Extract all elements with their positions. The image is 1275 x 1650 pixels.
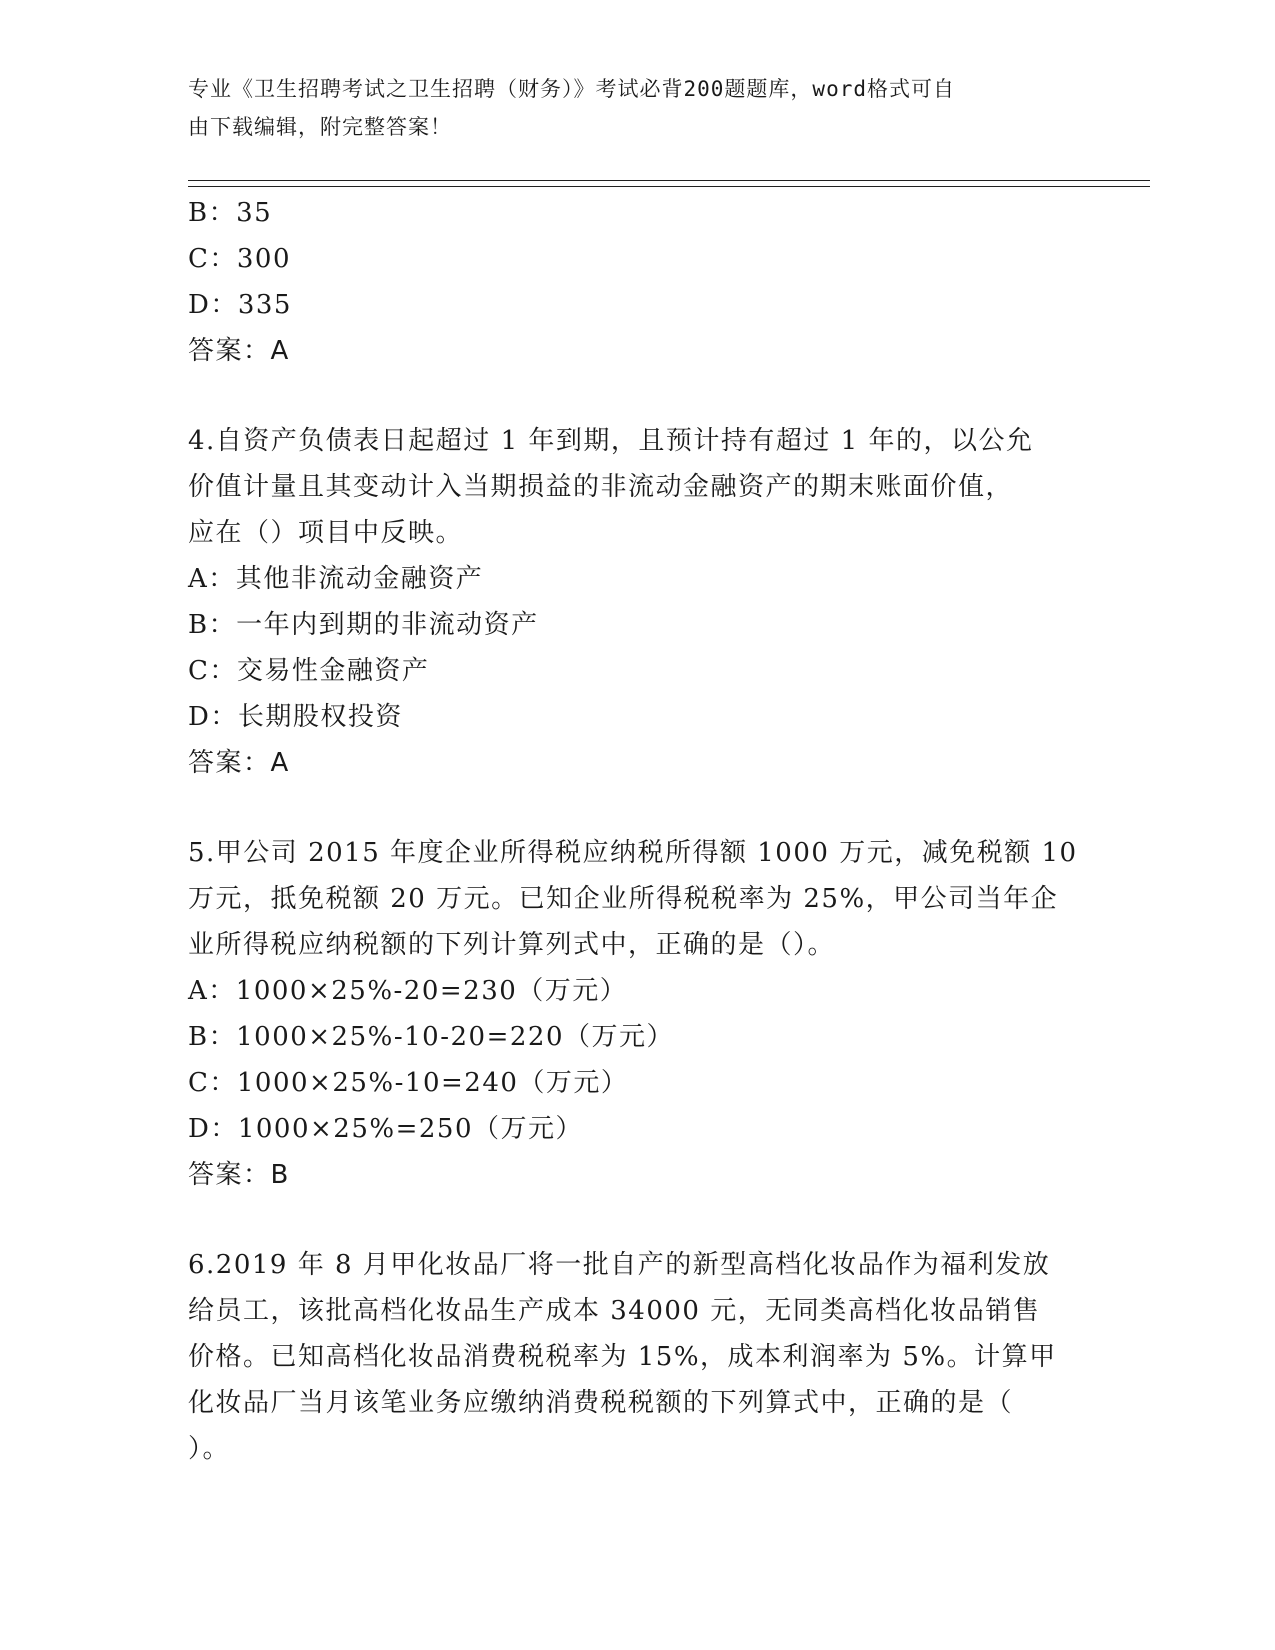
question-text-line: 价格。已知高档化妆品消费税税率为 15%，成本利润率为 5%。计算甲 [188, 1342, 1057, 1372]
question-text-line: 5.甲公司 2015 年度企业所得税应纳税所得额 1000 万元，减免税额 10 [188, 838, 1078, 868]
question-text-line: ）。 [188, 1434, 231, 1464]
answer-line: 答案：A [188, 748, 290, 778]
question-6 [188, 1242, 1068, 1472]
option-b: B：1000×25%-10-20=220（万元） [188, 1022, 674, 1052]
header-line-2: 由下载编辑，附完整答案！ [188, 115, 452, 139]
option-b: B：一年内到期的非流动资产 [188, 610, 539, 640]
option-c: C：交易性金融资产 [188, 656, 430, 686]
option-c: C：1000×25%-10=240（万元） [188, 1068, 629, 1098]
question-3 [188, 190, 1068, 374]
question-text [188, 830, 1078, 968]
question-text-line: 业所得税应纳税额的下列计算列式中，正确的是（）。 [188, 930, 836, 960]
question-text [188, 1242, 1068, 1472]
document-body [188, 190, 1078, 1472]
question-5 [188, 830, 1078, 1198]
header-line-1: 专业《卫生招聘考试之卫生招聘（财务）》考试必背200题题库，word格式可自 [188, 77, 955, 101]
option-d: D：长期股权投资 [188, 702, 403, 732]
option-d: D：1000×25%=250（万元） [188, 1114, 583, 1144]
question-text-line: 化妆品厂当月该笔业务应缴纳消费税税额的下列算式中，正确的是（ [188, 1388, 1014, 1418]
answer-line: 答案：B [188, 1160, 290, 1190]
question-text-line: 价值计量且其变动计入当期损益的非流动金融资产的期末账面价值， [188, 472, 1014, 502]
option-a: A：1000×25%-20=230（万元） [188, 976, 628, 1006]
question-text-line: 应在（）项目中反映。 [188, 518, 464, 548]
option-b: B：35 [188, 198, 273, 228]
option-d: D：335 [188, 290, 292, 320]
document-header [188, 70, 1068, 146]
option-a: A：其他非流动金融资产 [188, 564, 484, 594]
question-text-line: 6.2019 年 8 月甲化妆品厂将一批自产的新型高档化妆品作为福利发放 [188, 1250, 1051, 1280]
question-text-line: 4.自资产负债表日起超过 1 年到期，且预计持有超过 1 年的，以公允 [188, 426, 1034, 456]
header-divider-top [188, 180, 1150, 181]
question-4 [188, 418, 1068, 786]
question-text-line: 万元，抵免税额 20 万元。已知企业所得税税率为 25%，甲公司当年企 [188, 884, 1059, 914]
answer-line: 答案：A [188, 336, 290, 366]
option-c: C：300 [188, 244, 292, 274]
question-text [188, 418, 1068, 556]
header-divider-bottom [188, 186, 1150, 187]
question-text-line: 给员工，该批高档化妆品生产成本 34000 元，无同类高档化妆品销售 [188, 1296, 1041, 1326]
